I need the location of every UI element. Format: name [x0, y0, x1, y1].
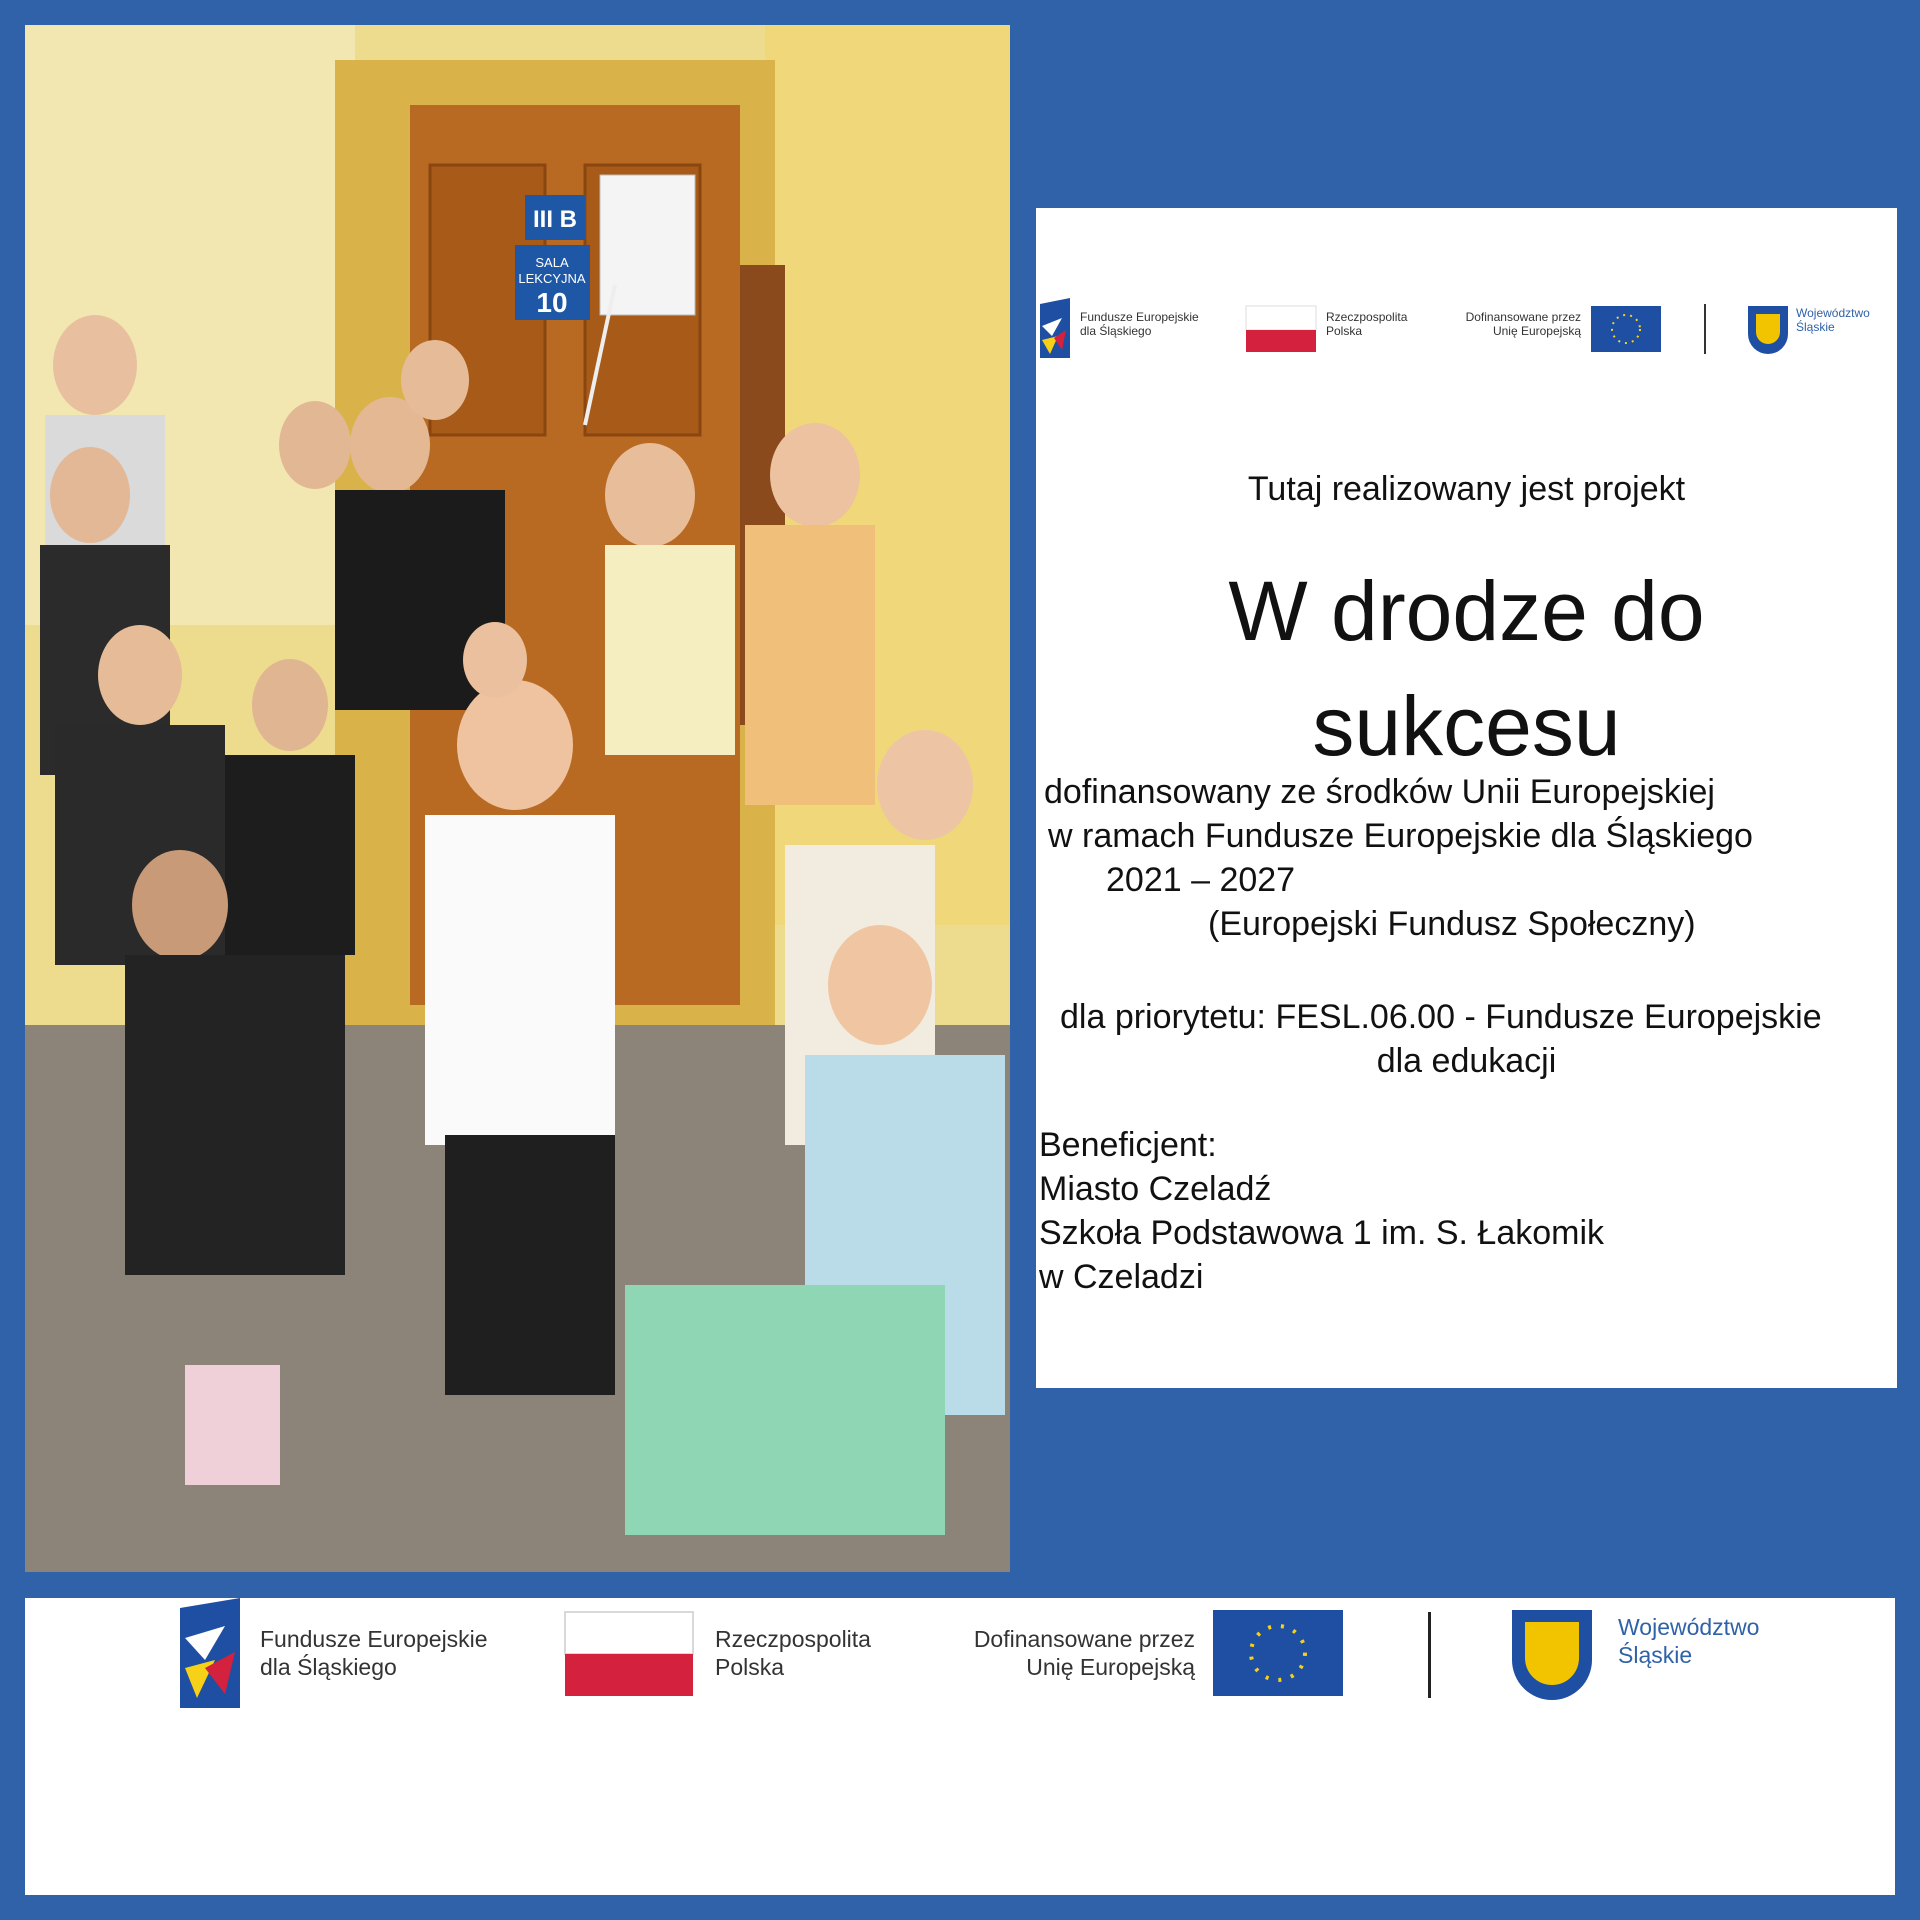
- priority-line2: dla edukacji: [1376, 1042, 1557, 1080]
- ws-logo-text-small: Województwo Śląskie: [1796, 306, 1870, 335]
- funding-logos-band: [25, 1598, 1895, 1895]
- eu-logo-text-small: Dofinansowane przez Unię Europejską: [1465, 310, 1581, 339]
- svg-text:LEKCYJNA: LEKCYJNA: [518, 271, 586, 286]
- project-poster: [1036, 208, 1897, 1388]
- beneficiary-school: Szkoła Podstawowa 1 im. S. Łakomik: [1039, 1214, 1605, 1252]
- priority-line1: dla priorytetu: FESL.06.00 - Fundusze Europejskie: [1060, 998, 1822, 1036]
- poland-flag-icon: [565, 1612, 693, 1696]
- fe-logo-icon: [180, 1598, 240, 1708]
- project-title-line2: sukcesu: [1312, 679, 1621, 773]
- class-sign: [525, 195, 585, 240]
- beneficiary-city: Miasto Czeladź: [1039, 1170, 1272, 1208]
- funding-line1: dofinansowany ze środków Unii Europejskiej: [1044, 773, 1715, 811]
- rp-logo-text: Rzeczpospolita Polska: [715, 1626, 871, 1680]
- rp-logo-text-small: Rzeczpospolita Polska: [1326, 310, 1408, 339]
- beneficiary-label: Beneficjent:: [1039, 1126, 1217, 1164]
- logo-divider: [1428, 1612, 1431, 1698]
- svg-text:III B: III B: [532, 206, 578, 233]
- funding-period: 2021 – 2027: [1106, 861, 1296, 899]
- room-sign: [515, 245, 590, 320]
- beneficiary-location: w Czeladzi: [1039, 1258, 1204, 1296]
- silesia-crest-icon: [1512, 1610, 1592, 1700]
- fe-logo-text: Fundusze Europejskie dla Śląskiego: [260, 1626, 488, 1680]
- eu-logo-text: Dofinansowane przez Unię Europejską: [973, 1626, 1195, 1680]
- project-title-line1: W drodze do: [1228, 564, 1705, 658]
- svg-text:10: 10: [536, 287, 568, 318]
- group-photo: [25, 25, 1010, 1572]
- fund-name: (Europejski Fundusz Społeczny): [1208, 905, 1696, 943]
- ws-logo-text: Województwo Śląskie: [1618, 1614, 1760, 1668]
- fe-logo-text-small: Fundusze Europejskie dla Śląskiego: [1080, 310, 1199, 339]
- funding-line2: w ramach Fundusze Europejskie dla Śląskiego: [1048, 817, 1753, 855]
- svg-text:SALA: SALA: [535, 255, 569, 270]
- funding-logos-small: [1036, 296, 1897, 366]
- eu-flag-icon: [1213, 1610, 1343, 1696]
- intro-text: Tutaj realizowany jest projekt: [1247, 470, 1686, 508]
